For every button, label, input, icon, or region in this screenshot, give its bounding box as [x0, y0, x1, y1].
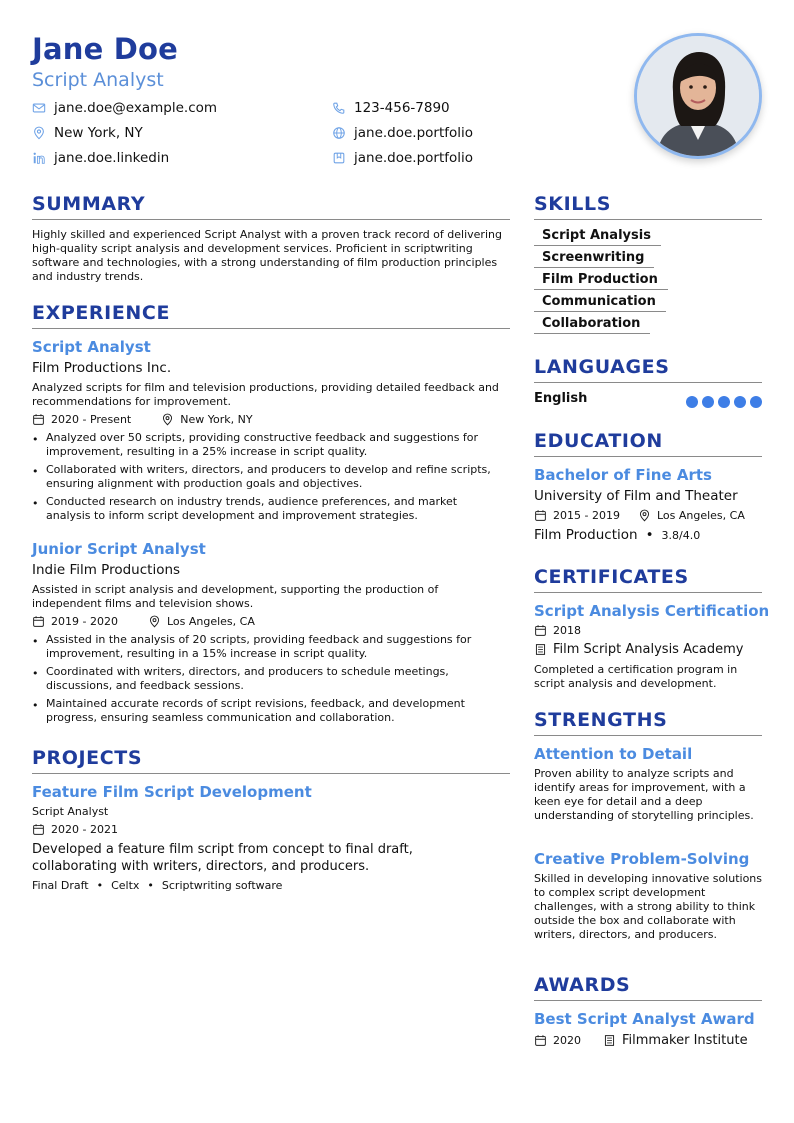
- globe-icon: [332, 126, 346, 140]
- education-gpa: 3.8/4.0: [661, 529, 701, 542]
- summary-text: Highly skilled and experienced Script Analyst with a proven track record of delivering high-quality script analysis and development services. Proficient in scriptwriting software and technologies, with a strong understanding of film production principles and industry trends.: [32, 228, 502, 283]
- projects-heading: PROJECTS: [32, 747, 143, 769]
- languages-divider: [534, 382, 762, 383]
- website-text: jane.doe.portfolio: [354, 125, 474, 141]
- contact-email[interactable]: [32, 100, 217, 116]
- summary-heading: SUMMARY: [32, 193, 146, 215]
- languages-heading: LANGUAGES: [534, 356, 670, 378]
- phone-text: 123-456-7890: [354, 100, 450, 116]
- mail-icon: [32, 101, 46, 115]
- certificate-year-row: [534, 624, 581, 637]
- institution-icon: [603, 1034, 616, 1047]
- calendar-icon: [534, 624, 547, 637]
- job-bullet: • Coordinated with writers, directors, and producers to schedule meetings, discussions, and feedback sessions.: [32, 665, 504, 693]
- location-pin-icon: [148, 615, 161, 628]
- job-location: New York, NY: [180, 413, 253, 426]
- strength-title: Creative Problem-Solving: [534, 850, 750, 868]
- location-pin-icon: [32, 126, 46, 140]
- project-tag: Celtx: [111, 879, 140, 892]
- avatar-portrait-icon: [637, 36, 759, 156]
- skill-tag: Script Analysis: [534, 228, 661, 246]
- language-name: English: [534, 391, 588, 406]
- education-school: University of Film and Theater: [534, 488, 738, 504]
- certificate-year: 2018: [553, 624, 581, 637]
- language-level: [686, 396, 766, 408]
- contact-location: [32, 125, 143, 141]
- projects-divider: [32, 773, 510, 774]
- strengths-divider: [534, 735, 762, 736]
- project-dates: 2020 - 2021: [51, 823, 118, 836]
- candidate-role: Script Analyst: [32, 69, 164, 91]
- skill-tag: Communication: [534, 294, 666, 312]
- contact-portfolio[interactable]: [332, 150, 473, 166]
- job-description: Assisted in script analysis and development, supporting the production of independent films and television shows.: [32, 583, 439, 610]
- skill-tag: Screenwriting: [534, 250, 654, 268]
- job-title: Script Analyst: [32, 338, 151, 356]
- award-name: Best Script Analyst Award: [534, 1010, 755, 1028]
- email-text: jane.doe@example.com: [54, 100, 218, 116]
- strength-text: Skilled in developing innovative solutions to complex script development challenges, with a strong ability to think outside the box and collaborate with writers, directors, and producers.: [534, 872, 763, 941]
- award-meta: [534, 1033, 748, 1048]
- job-bullet: • Analyzed over 50 scripts, providing constructive feedback and suggestions for improvement, resulting in a 25% increase in script quality.: [32, 431, 504, 459]
- education-meta: [534, 509, 745, 522]
- awards-heading: AWARDS: [534, 974, 631, 996]
- awards-divider: [534, 1000, 762, 1001]
- calendar-icon: [32, 823, 45, 836]
- linkedin-icon: [32, 151, 46, 165]
- education-field-row: Film Production • 3.8/4.0: [534, 527, 701, 543]
- job-location: Los Angeles, CA: [166, 615, 255, 628]
- education-location: Los Angeles, CA: [656, 509, 745, 522]
- job-bullet: • Collaborated with writers, directors, and producers to develop and refine scripts, ensuring alignment with production goals and objectives.: [32, 463, 504, 491]
- certificate-issuer-row: [534, 642, 743, 657]
- contact-phone[interactable]: [332, 100, 450, 116]
- award-issuer: Filmmaker Institute: [622, 1033, 748, 1048]
- strength-text: Proven ability to analyze scripts and identify areas for improvement, with a keen eye for detail and a deep understanding of storytelling principles.: [534, 767, 754, 822]
- phone-icon: [332, 101, 346, 115]
- award-year: 2020: [553, 1034, 581, 1047]
- certificate-issuer: Film Script Analysis Academy: [553, 642, 744, 657]
- job-dates: 2020 - Present: [51, 413, 132, 426]
- education-heading: EDUCATION: [534, 430, 663, 452]
- job-description: Analyzed scripts for film and television productions, providing detailed feedback and recommendations for improvement.: [32, 381, 499, 408]
- certificates-heading: CERTIFICATES: [534, 566, 689, 588]
- location-text: New York, NY: [54, 125, 143, 141]
- calendar-icon: [32, 413, 45, 426]
- project-role: Script Analyst: [32, 805, 109, 818]
- candidate-name: Jane Doe: [32, 32, 179, 66]
- job-company: Indie Film Productions: [32, 562, 181, 578]
- project-tags: Final Draft • Celtx • Scriptwriting software: [32, 879, 283, 892]
- contact-website[interactable]: [332, 125, 473, 141]
- language-level-dot: [734, 396, 746, 408]
- job-bullet: • Conducted research on industry trends, audience preferences, and market analysis to inform script development and improvement strategies.: [32, 495, 504, 523]
- strength-title: Attention to Detail: [534, 745, 693, 763]
- project-description: Developed a feature film script from concept to final draft, collaborating with writers, directors, and producers.: [32, 842, 413, 874]
- location-pin-icon: [638, 509, 651, 522]
- language-level-dot: [702, 396, 714, 408]
- education-degree: Bachelor of Fine Arts: [534, 466, 712, 484]
- project-tag: Final Draft: [32, 879, 89, 892]
- project-meta: [32, 823, 118, 836]
- project-tag: Scriptwriting software: [161, 879, 283, 892]
- skills-divider: [534, 219, 762, 220]
- education-divider: [534, 456, 762, 457]
- certificate-name: Script Analysis Certification: [534, 602, 770, 620]
- location-pin-icon: [161, 413, 174, 426]
- certificates-divider: [534, 592, 762, 593]
- calendar-icon: [534, 1034, 547, 1047]
- job-meta: [32, 413, 253, 426]
- language-level-dot: [750, 396, 762, 408]
- summary-divider: [32, 219, 510, 220]
- language-level-dot: [686, 396, 698, 408]
- job-meta: [32, 615, 255, 628]
- job-dates: 2019 - 2020: [51, 615, 118, 628]
- linkedin-text: jane.doe.linkedin: [54, 150, 170, 166]
- calendar-icon: [32, 615, 45, 628]
- skill-tag: Film Production: [534, 272, 668, 290]
- skill-tag: Collaboration: [534, 316, 650, 334]
- certificate-description: Completed a certification program in script analysis and development.: [534, 663, 738, 690]
- experience-divider: [32, 328, 510, 329]
- contact-linkedin[interactable]: [32, 150, 169, 166]
- profile-photo: [634, 33, 762, 159]
- education-field: Film Production: [534, 527, 638, 543]
- job-company: Film Productions Inc.: [32, 360, 172, 376]
- language-level-dot: [718, 396, 730, 408]
- portfolio-text: jane.doe.portfolio: [354, 150, 474, 166]
- portfolio-icon: [332, 151, 346, 165]
- calendar-icon: [534, 509, 547, 522]
- experience-heading: EXPERIENCE: [32, 302, 171, 324]
- project-title: Feature Film Script Development: [32, 783, 312, 801]
- job-bullet: • Assisted in the analysis of 20 scripts, providing feedback and suggestions for improvement, resulting in a 15% increase in script quality.: [32, 633, 504, 661]
- institution-icon: [534, 643, 547, 656]
- education-dates: 2015 - 2019: [553, 509, 620, 522]
- job-bullet: • Maintained accurate records of script revisions, feedback, and development progress, ensuring seamless communication and collaboration.: [32, 697, 504, 725]
- skills-heading: SKILLS: [534, 193, 611, 215]
- job-title: Junior Script Analyst: [32, 540, 206, 558]
- strengths-heading: STRENGTHS: [534, 709, 668, 731]
